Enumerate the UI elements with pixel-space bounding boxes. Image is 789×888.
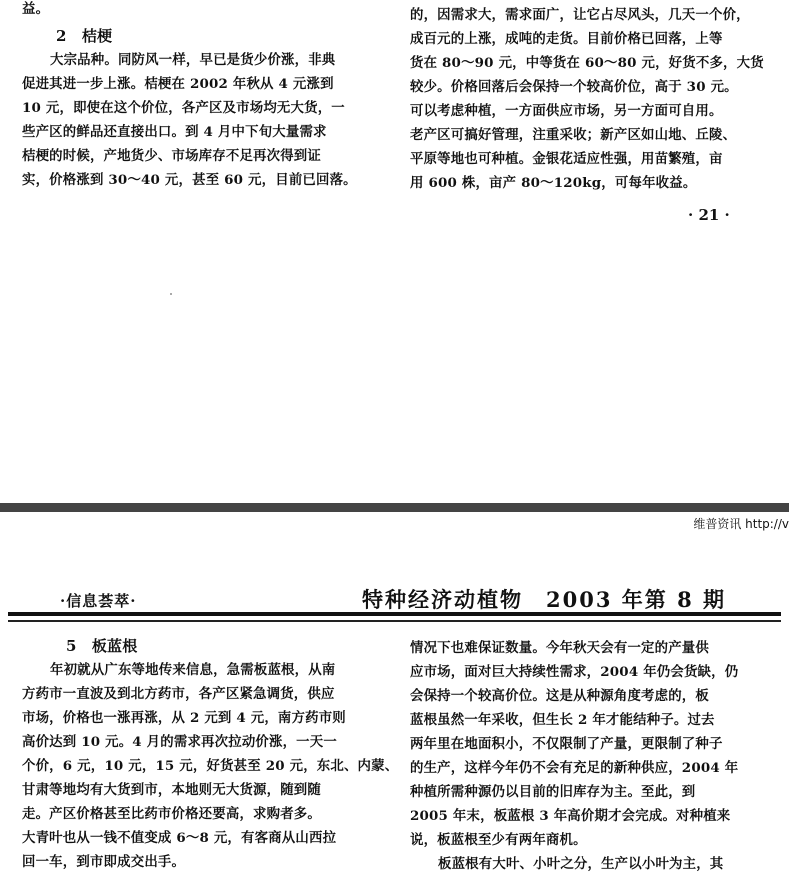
text-line: 应市场，面对巨大持续性需求，2004 年仍会货缺，仍 [410, 664, 739, 680]
section-heading-jiegeng: 2 桔梗 [56, 27, 113, 45]
text-line: 些产区的鲜品还直接出口。到 4 月中下旬大量需求 [22, 124, 327, 140]
text-line: 的生产，这样今年仍不会有充足的新种供应，2004 年 [410, 760, 739, 776]
running-header-section: ·信息荟萃· [60, 592, 137, 610]
text-line: 说，板蓝根至少有两年商机。 [410, 832, 587, 848]
watermark-link[interactable]: 维普资讯 http://v [693, 517, 789, 531]
page-number: · 21 · [688, 206, 730, 224]
bottom-right-column [410, 636, 780, 876]
text-line: 平原等地也可种植。金银花适应性强，用苗繁殖，亩 [410, 151, 723, 167]
text-line: 会保持一个较高价位。这是从种源角度考虑的，板 [410, 688, 709, 704]
text-line: 用 600 株，亩产 80～120kg，可每年收益。 [410, 175, 697, 191]
text-line: 情况下也难保证数量。今年秋天会有一定的产量供 [410, 640, 709, 656]
text-line: 老产区可搞好管理，注重采收；新产区如山地、丘陵、 [410, 127, 737, 143]
text-line: 货在 80～90 元，中等货在 60～80 元，好货不多，大货 [410, 55, 764, 71]
bottom-left-column [22, 634, 399, 874]
text-line: 两年里在地面积小，不仅限制了产量，更限制了种子 [410, 736, 723, 752]
text-line: 较少。价格回落后会保持一个较高价位，高于 30 元。 [410, 79, 738, 95]
text-line: 方药市一直波及到北方药市，各产区紧急调货，供应 [22, 686, 335, 702]
text-line: 个价，6 元，10 元，15 元，好货甚至 20 元，东北、内蒙、 [22, 758, 399, 774]
text-line: 蓝根虽然一年采收，但生长 2 年才能结种子。过去 [410, 712, 715, 728]
scan-speck [170, 293, 172, 295]
text-line: 甘肃等地均有大货到市，本地则无大货源，随到随 [22, 782, 321, 798]
text-line: 10 元，即使在这个价位，各产区及市场均无大货，一 [22, 100, 345, 116]
page-separator-band [0, 503, 789, 512]
text-line: 的，因需求大，需求面广，让它占尽风头，几天一个价， [410, 7, 750, 23]
text-line: 2005 年末，板蓝根 3 年高价期才会完成。对种植来 [410, 808, 731, 824]
text-line: 年初就从广东等地传来信息，急需板蓝根，从南 [50, 662, 336, 678]
text-line: 实，价格涨到 30～40 元，甚至 60 元，目前已回落。 [22, 172, 357, 188]
text-line: 益。 [22, 1, 50, 17]
header-rule-thick [8, 612, 781, 616]
text-line: 高价达到 10 元。4 月的需求再次拉动价涨，一天一 [22, 734, 337, 750]
text-line: 走。产区价格甚至比药市价格还要高，求购者多。 [22, 806, 321, 822]
text-line: 成百元的上涨，成吨的走货。目前价格已回落，上等 [410, 31, 723, 47]
top-left-column [22, 0, 392, 192]
text-line: 种植所需种源仍以目前的旧库存为主。至此，到 [410, 784, 696, 800]
text-line: 桔梗的时候，产地货少、市场库存不足再次得到证 [22, 148, 321, 164]
text-line: 市场，价格也一涨再涨，从 2 元到 4 元，南方药市则 [22, 710, 346, 726]
header-rule-thin [8, 620, 781, 622]
text-line: 板蓝根有大叶、小叶之分，生产以小叶为主，其 [438, 856, 724, 872]
text-line: 大青叶也从一钱不值变成 6～8 元，有客商从山西拉 [22, 830, 337, 846]
text-line: 回一车，到市即成交出手。 [22, 854, 186, 870]
top-right-column [410, 3, 780, 195]
section-heading-banlangen: 5 板蓝根 [66, 637, 138, 655]
text-line: 促进其进一步上涨。桔梗在 2002 年秋从 4 元涨到 [22, 76, 334, 92]
text-line: 大宗品种。同防风一样，早已是货少价涨，非典 [50, 52, 336, 68]
text-line: 可以考虑种植，一方面供应市场，另一方面可自用。 [410, 103, 723, 119]
running-header-journal: 特种经济动植物 2003 年第 8 期 [362, 587, 726, 612]
